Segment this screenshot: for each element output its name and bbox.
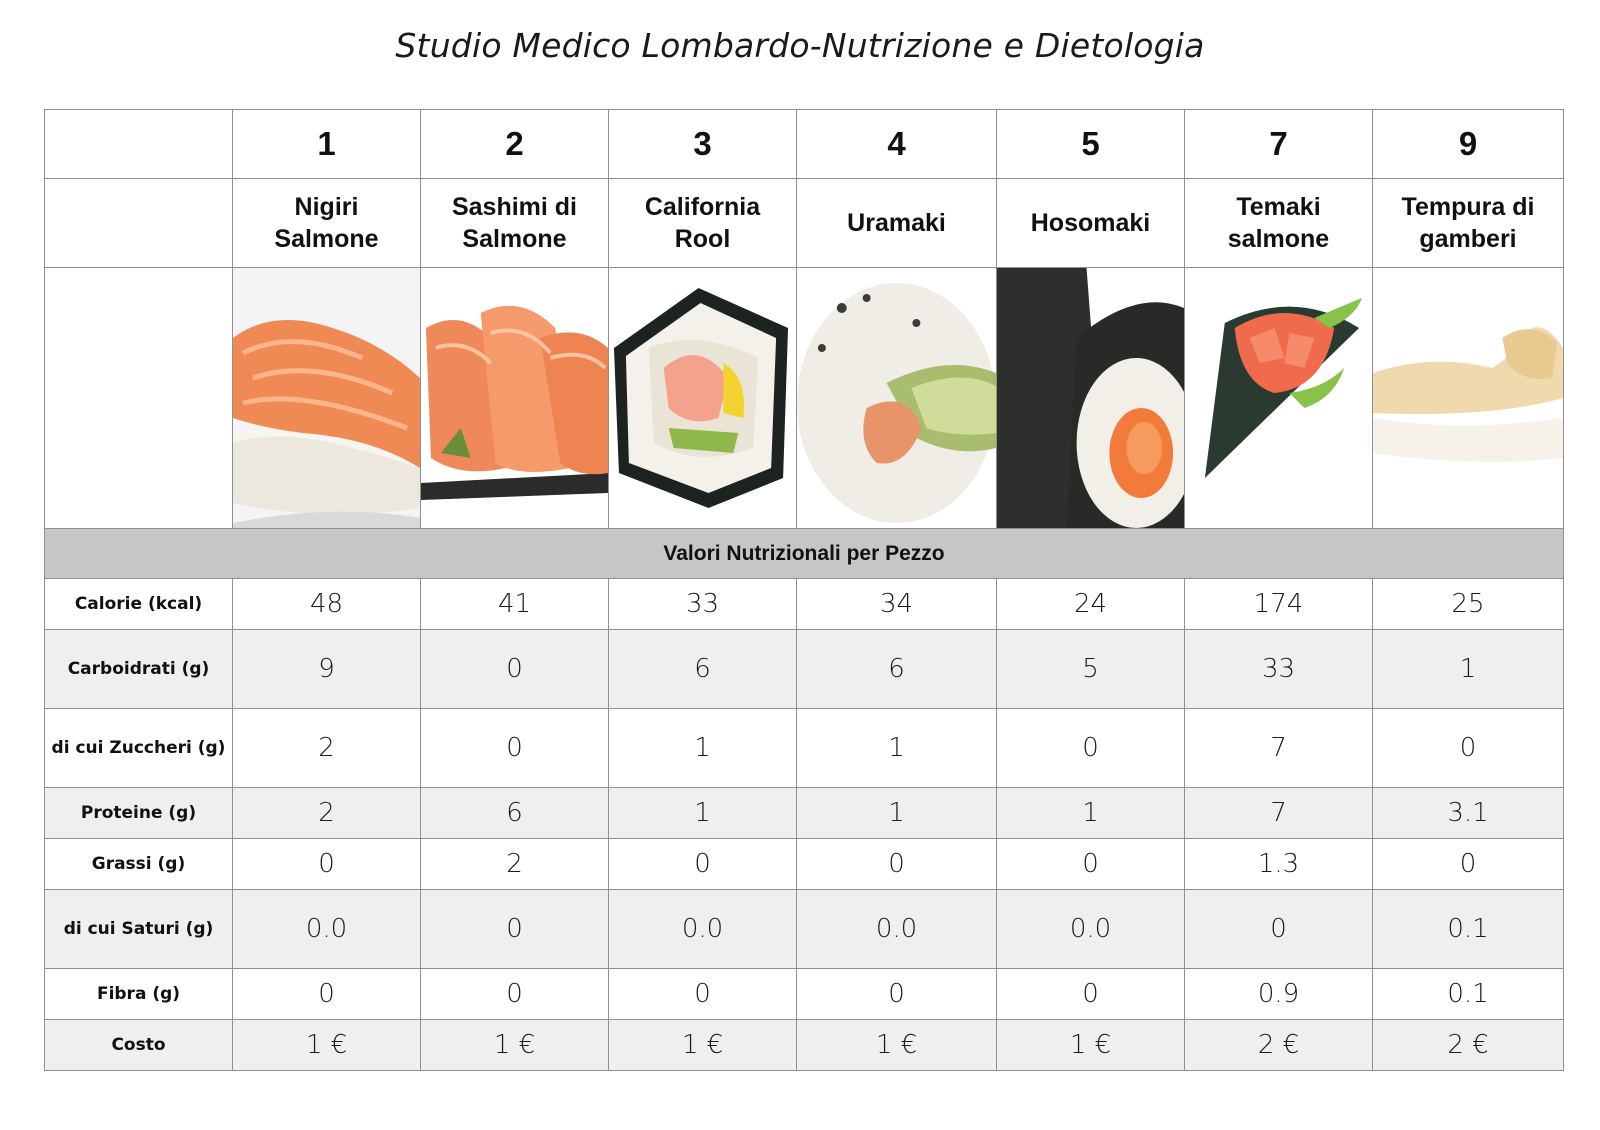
cell-value: 0 xyxy=(609,839,797,890)
cell-value: 0.1 xyxy=(1373,969,1564,1020)
cell-value: 0 xyxy=(609,969,797,1020)
cell-value: 0 xyxy=(421,969,609,1020)
cell-value: 1 € xyxy=(421,1020,609,1071)
item-name: California Rool xyxy=(609,179,797,268)
row-label: Costo xyxy=(45,1020,233,1071)
cell-value: 0 xyxy=(233,839,421,890)
cell-value: 1 € xyxy=(609,1020,797,1071)
item-number: 2 xyxy=(421,110,609,179)
fiber-row xyxy=(45,969,1564,1020)
cell-value: 2 xyxy=(421,839,609,890)
cell-value: 1.3 xyxy=(1185,839,1373,890)
cell-value: 0 xyxy=(421,630,609,709)
cell-value: 33 xyxy=(609,579,797,630)
cell-value: 0.9 xyxy=(1185,969,1373,1020)
page-title: Studio Medico Lombardo-Nutrizione e Dietologia xyxy=(395,26,1205,65)
sugar-row xyxy=(45,709,1564,788)
item-number: 9 xyxy=(1373,110,1564,179)
item-name-row xyxy=(45,179,1564,268)
item-name: Hosomaki xyxy=(997,179,1185,268)
hosomaki-image xyxy=(997,268,1185,529)
cell-value: 34 xyxy=(797,579,997,630)
cell-value: 0.0 xyxy=(609,890,797,969)
protein-row xyxy=(45,788,1564,839)
cell-value: 0.0 xyxy=(997,890,1185,969)
cell-value: 1 xyxy=(609,788,797,839)
row-label: Carboidrati (g) xyxy=(45,630,233,709)
row-label: di cui Saturi (g) xyxy=(45,890,233,969)
cell-value: 0 xyxy=(1373,839,1564,890)
nigiri-salmone-image xyxy=(233,268,421,529)
row-label: Fibra (g) xyxy=(45,969,233,1020)
cell-value: 3.1 xyxy=(1373,788,1564,839)
row-label: Proteine (g) xyxy=(45,788,233,839)
cell-value: 33 xyxy=(1185,630,1373,709)
empty-label-cell xyxy=(45,179,233,268)
cell-value: 6 xyxy=(421,788,609,839)
item-number: 7 xyxy=(1185,110,1373,179)
item-number: 4 xyxy=(797,110,997,179)
item-image-row xyxy=(45,268,1564,529)
item-number: 5 xyxy=(997,110,1185,179)
cell-value: 6 xyxy=(609,630,797,709)
cell-value: 7 xyxy=(1185,788,1373,839)
cell-value: 2 € xyxy=(1185,1020,1373,1071)
calorie-row xyxy=(45,579,1564,630)
item-number: 3 xyxy=(609,110,797,179)
saturated-fat-row xyxy=(45,890,1564,969)
cell-value: 48 xyxy=(233,579,421,630)
item-name: Sashimi di Salmone xyxy=(421,179,609,268)
row-label: di cui Zuccheri (g) xyxy=(45,709,233,788)
row-label: Calorie (kcal) xyxy=(45,579,233,630)
empty-corner-cell xyxy=(45,110,233,179)
nutrition-table xyxy=(44,109,1564,1071)
cell-value: 41 xyxy=(421,579,609,630)
cell-value: 1 € xyxy=(997,1020,1185,1071)
cell-value: 0 xyxy=(233,969,421,1020)
carbohydrate-row xyxy=(45,630,1564,709)
cell-value: 7 xyxy=(1185,709,1373,788)
row-label: Grassi (g) xyxy=(45,839,233,890)
cell-value: 2 € xyxy=(1373,1020,1564,1071)
cell-value: 9 xyxy=(233,630,421,709)
cell-value: 0.0 xyxy=(233,890,421,969)
cell-value: 1 xyxy=(997,788,1185,839)
item-name: Uramaki xyxy=(797,179,997,268)
cell-value: 0.1 xyxy=(1373,890,1564,969)
cell-value: 2 xyxy=(233,709,421,788)
cell-value: 0 xyxy=(997,969,1185,1020)
cell-value: 6 xyxy=(797,630,997,709)
cell-value: 1 € xyxy=(233,1020,421,1071)
empty-label-cell xyxy=(45,268,233,529)
section-header: Valori Nutrizionali per Pezzo xyxy=(45,529,1564,579)
tempura-gamberi-image xyxy=(1373,268,1564,529)
cell-value: 0 xyxy=(997,839,1185,890)
cell-value: 0 xyxy=(421,890,609,969)
cell-value: 25 xyxy=(1373,579,1564,630)
cell-value: 1 xyxy=(797,709,997,788)
cost-row xyxy=(45,1020,1564,1071)
cell-value: 174 xyxy=(1185,579,1373,630)
cell-value: 0 xyxy=(997,709,1185,788)
item-number: 1 xyxy=(233,110,421,179)
uramaki-image xyxy=(797,268,997,529)
cell-value: 1 € xyxy=(797,1020,997,1071)
item-name: Temaki salmone xyxy=(1185,179,1373,268)
cell-value: 0 xyxy=(1185,890,1373,969)
cell-value: 2 xyxy=(233,788,421,839)
cell-value: 1 xyxy=(1373,630,1564,709)
california-roll-image xyxy=(609,268,797,529)
cell-value: 1 xyxy=(609,709,797,788)
cell-value: 24 xyxy=(997,579,1185,630)
fat-row xyxy=(45,839,1564,890)
cell-value: 0.0 xyxy=(797,890,997,969)
item-name: Tempura di gamberi xyxy=(1373,179,1564,268)
temaki-salmone-image xyxy=(1185,268,1373,529)
item-name: Nigiri Salmone xyxy=(233,179,421,268)
section-header-row xyxy=(45,529,1564,579)
cell-value: 0 xyxy=(797,969,997,1020)
cell-value: 0 xyxy=(797,839,997,890)
cell-value: 0 xyxy=(421,709,609,788)
cell-value: 5 xyxy=(997,630,1185,709)
item-number-row xyxy=(45,110,1564,179)
cell-value: 0 xyxy=(1373,709,1564,788)
sashimi-salmone-image xyxy=(421,268,609,529)
cell-value: 1 xyxy=(797,788,997,839)
